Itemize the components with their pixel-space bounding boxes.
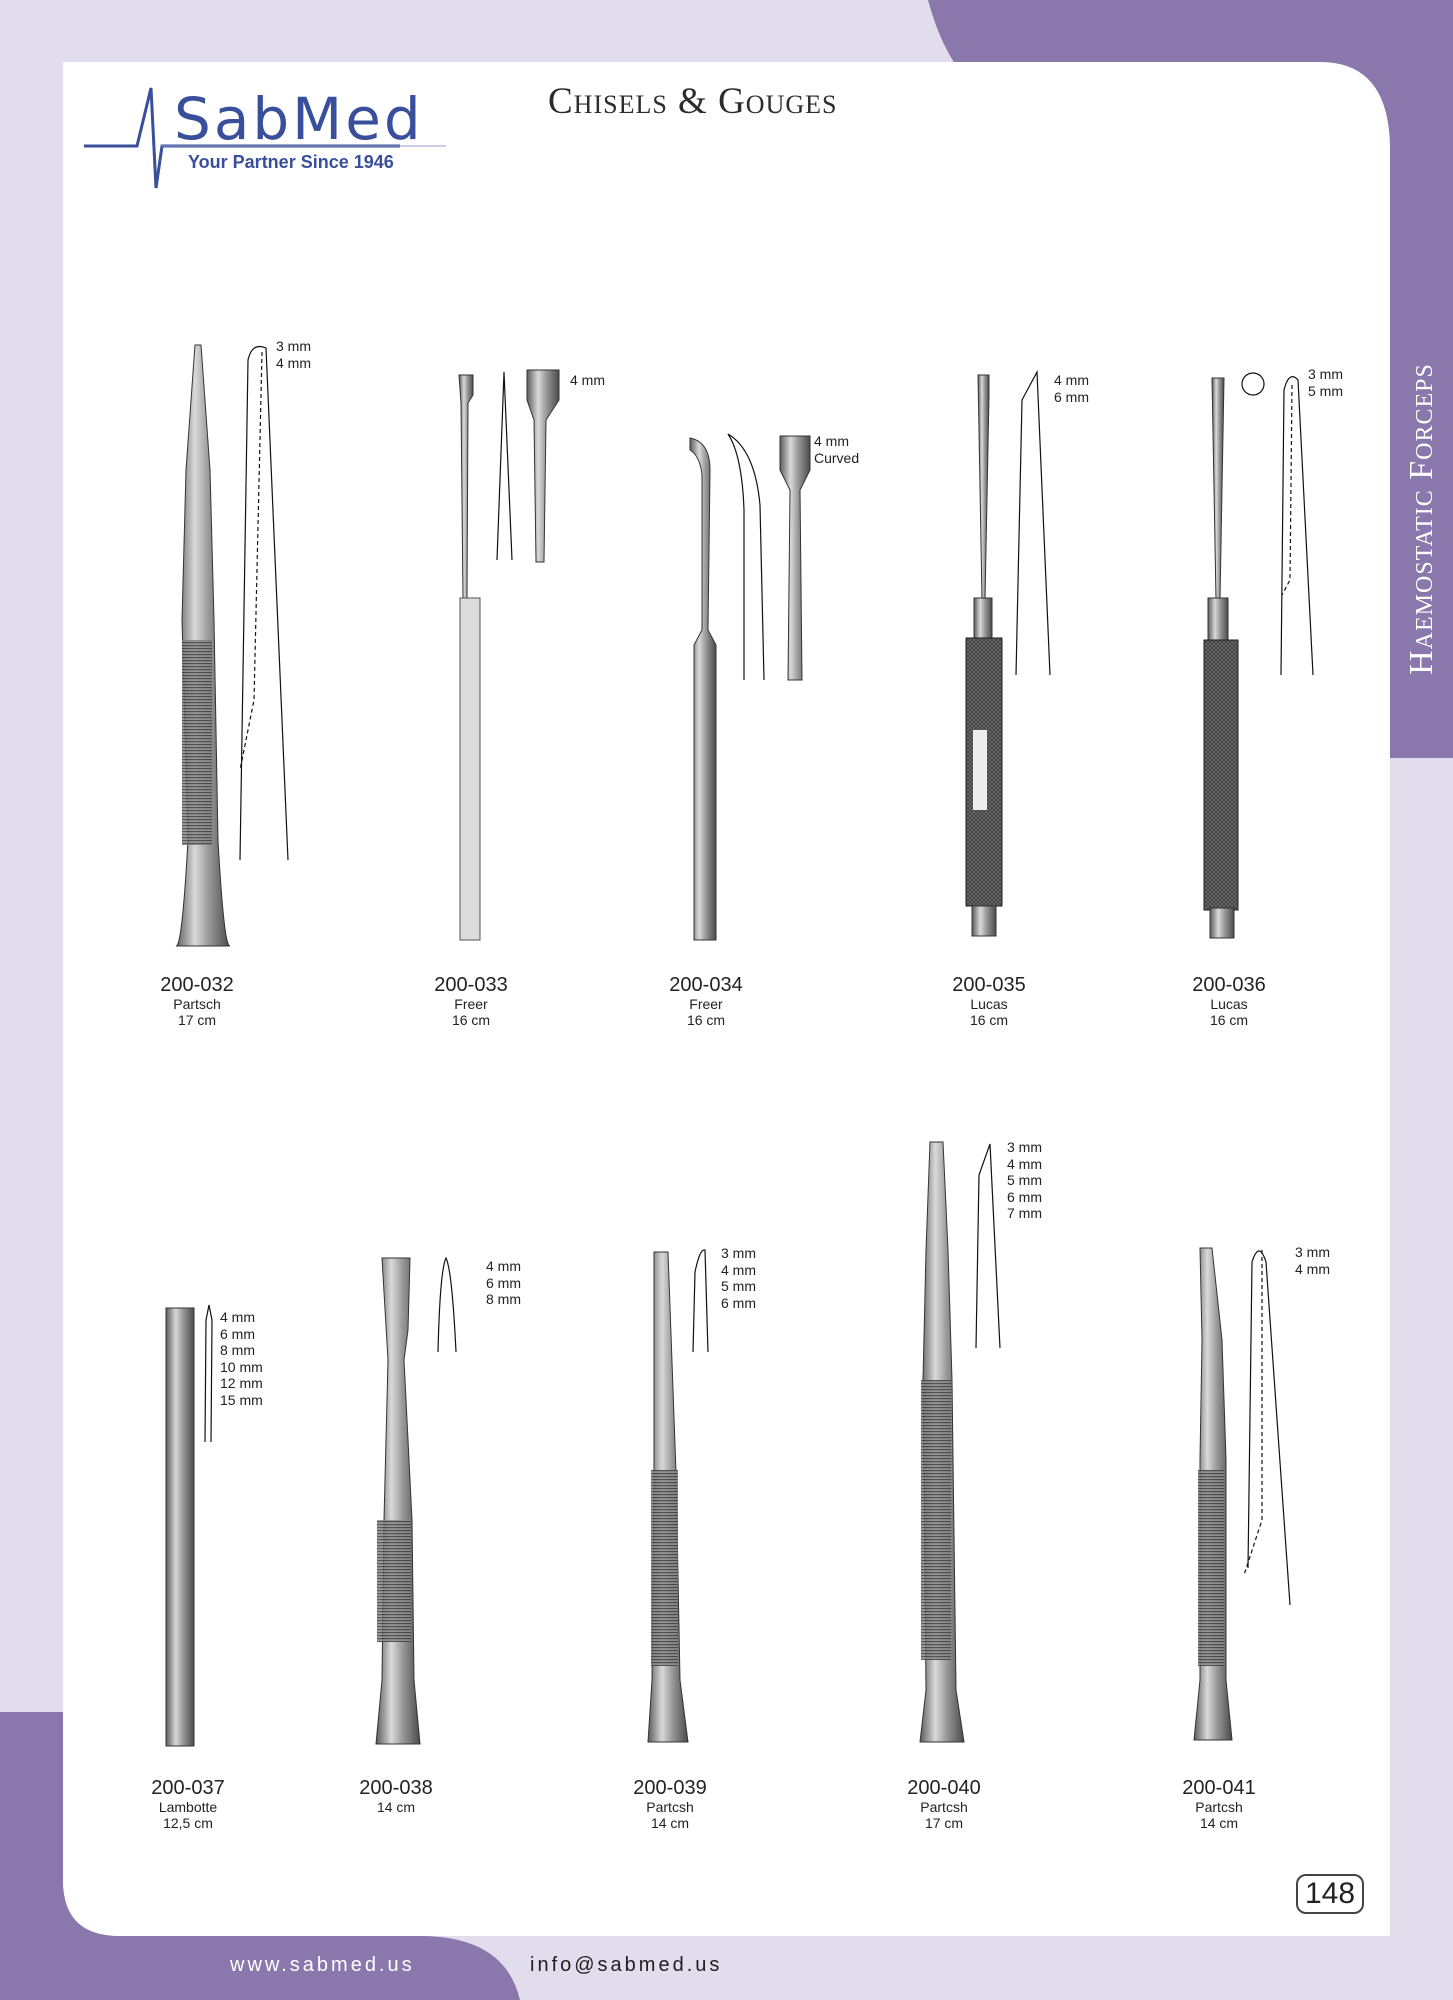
size-label: 3 mm	[1308, 366, 1343, 382]
product-name: Partsch	[173, 996, 221, 1012]
product-length: 16 cm	[451, 1012, 491, 1028]
product-length: 17 cm	[177, 1012, 217, 1028]
page-number: 148	[1296, 1874, 1364, 1914]
size-label: 6 mm	[486, 1274, 521, 1291]
size-label: 12 mm	[220, 1375, 263, 1391]
product-caption-200-039	[570, 1778, 770, 1831]
product-caption-200-033	[371, 975, 571, 1028]
product-name: Freer	[454, 996, 488, 1012]
size-label: 6 mm	[220, 1325, 255, 1342]
product-name: Partcsh	[1195, 1799, 1243, 1815]
product-code: 200-036	[1192, 974, 1266, 996]
size-label: 3 mm	[721, 1245, 756, 1261]
size-label: 10 mm	[220, 1358, 263, 1375]
product-name: Lucas	[970, 996, 1008, 1012]
side-tab	[1390, 280, 1453, 758]
product-code: 200-035	[952, 974, 1026, 996]
page-title: Chisels & Gouges	[548, 81, 838, 122]
size-list	[570, 372, 605, 389]
size-label: 5 mm	[1308, 382, 1343, 399]
size-list	[486, 1258, 521, 1308]
size-label: 4 mm	[570, 372, 605, 388]
logo-tagline: Your Partner Since 1946	[188, 152, 394, 172]
size-label: 5 mm	[1007, 1172, 1042, 1188]
product-length: 16 cm	[969, 1012, 1009, 1028]
product-length: 14 cm	[1199, 1815, 1239, 1831]
size-label: 8 mm	[486, 1291, 521, 1307]
product-code: 200-040	[907, 1777, 981, 1799]
size-list	[1308, 366, 1343, 399]
product-name: Freer	[689, 996, 723, 1012]
footer-website-link[interactable]: www.sabmed.us	[230, 1954, 415, 1976]
size-label: 3 mm	[276, 338, 311, 354]
product-code: 200-037	[151, 1777, 225, 1799]
size-label: 7 mm	[1007, 1205, 1042, 1221]
product-caption-200-036	[1129, 975, 1329, 1028]
product-length: 16 cm	[1209, 1012, 1249, 1028]
product-code: 200-033	[434, 974, 508, 996]
product-name: Partcsh	[646, 1799, 694, 1815]
product-caption-200-041	[1119, 1778, 1319, 1831]
size-label: 15 mm	[220, 1391, 263, 1408]
product-code: 200-041	[1182, 1777, 1256, 1799]
size-label: 8 mm	[220, 1342, 255, 1358]
product-length: 16 cm	[686, 1012, 726, 1028]
size-label: 3 mm	[1295, 1244, 1330, 1260]
product-length: 14 cm	[650, 1815, 690, 1831]
product-caption-200-034	[606, 975, 806, 1028]
product-name: Partcsh	[920, 1799, 968, 1815]
instrument-200-037	[166, 1308, 194, 1746]
product-length: 12,5 cm	[163, 1815, 213, 1831]
size-label: Curved	[814, 449, 860, 466]
size-label: 4 mm	[220, 1309, 255, 1325]
product-length: 14 cm	[376, 1799, 416, 1815]
size-list	[1295, 1244, 1330, 1277]
size-label: 4 mm	[721, 1261, 756, 1278]
size-list	[220, 1309, 263, 1408]
product-code: 200-034	[669, 974, 743, 996]
footer-email-link[interactable]: info@sabmed.us	[530, 1954, 723, 1976]
size-label: 4 mm	[486, 1258, 521, 1274]
product-name: Lambotte	[158, 1799, 218, 1815]
product-caption-200-035	[889, 975, 1089, 1028]
size-list	[276, 338, 311, 371]
product-code: 200-039	[633, 1777, 707, 1799]
product-caption-200-038	[296, 1778, 496, 1815]
side-tab-label: Haemostatic Forceps	[1402, 363, 1440, 675]
product-name: Lucas	[1210, 996, 1248, 1012]
size-label: 4 mm	[276, 354, 311, 371]
size-list	[814, 433, 859, 466]
product-caption-200-037	[88, 1778, 288, 1831]
size-label: 4 mm	[1295, 1260, 1330, 1277]
product-code: 200-032	[160, 974, 234, 996]
product-caption-200-032	[97, 975, 297, 1028]
size-label: 4 mm	[814, 433, 849, 449]
product-length: 17 cm	[924, 1815, 964, 1831]
size-label: 4 mm	[1007, 1155, 1042, 1172]
size-list	[1007, 1139, 1042, 1222]
size-label: 4 mm	[1054, 372, 1089, 388]
product-caption-200-040	[844, 1778, 1044, 1831]
size-label: 5 mm	[721, 1278, 756, 1294]
size-label: 6 mm	[1007, 1188, 1042, 1205]
product-code: 200-038	[359, 1777, 433, 1799]
size-list	[1054, 372, 1089, 405]
size-label: 6 mm	[721, 1294, 756, 1311]
size-list	[721, 1245, 756, 1311]
size-label: 6 mm	[1054, 388, 1089, 405]
logo	[84, 84, 464, 194]
size-label: 3 mm	[1007, 1139, 1042, 1155]
logo-brand: SabMed	[174, 85, 424, 153]
